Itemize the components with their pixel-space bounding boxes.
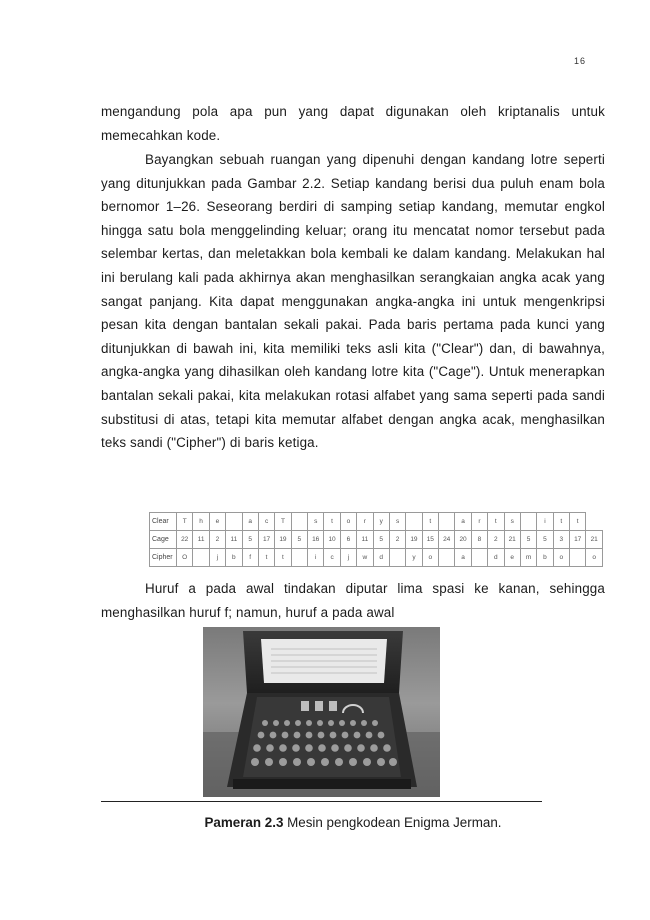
key-table-cell: O: [177, 549, 193, 567]
figure-label: Pameran 2.3: [204, 815, 284, 830]
key-table-cell: 5: [373, 531, 389, 549]
key-table-cell: i: [537, 513, 553, 531]
key-table-cell: [570, 549, 586, 567]
key-table-cell: s: [504, 513, 520, 531]
key-table-cell: j: [209, 549, 225, 567]
key-table-cell: t: [275, 549, 291, 567]
key-table-cell: s: [308, 513, 324, 531]
key-table-cell: T: [177, 513, 193, 531]
key-table-cell: r: [357, 513, 373, 531]
key-table-cell: y: [406, 549, 422, 567]
key-table-cell: w: [357, 549, 373, 567]
figure-divider: [101, 801, 542, 802]
key-table-cell: r: [471, 513, 487, 531]
key-table-cell: 2: [209, 531, 225, 549]
paragraph-text: Bayangkan sebuah ruangan yang dipenuhi dengan kandang lotre seperti yang ditunjukkan pada Gambar 2.2. Setiap kandang berisi dua puluh enam bola bernomor 1–26. Seseorang berdiri di samping setiap kandang, memutar engkol hingga satu bola menggelinding keluar; orang itu mencatat nomor tersebut pada selembar kertas, dan meletakkan bola kembali ke dalam kandang. Melakukan hal ini berulang kali pada akhirnya akan menghasilkan serangkaian angka acak yang sangat panjang. Kita dapat menggunakan angka-angka ini untuk mengenkripsi pesan kita dengan bantalan sekali pakai. Pada baris pertama pada kunci yang ditunjukkan di bawah ini, kita memiliki teks asli kita ("Clear") dan, di bawahnya, angka-angka yang dihasilkan oleh kandang lotre kita ("Cage"). Untuk menerapkan bantalan sekali pakai, kita melakukan rotasi alfabet yang sama seperti pada sandi substitusi di atas, tetapi kita memutar alfabet dengan angka acak, menghasilkan teks sandi ("Cipher") di baris ketiga.: [101, 152, 605, 451]
key-table-cell: 2: [488, 531, 504, 549]
key-table-cell: [439, 513, 455, 531]
key-table-cell: 8: [471, 531, 487, 549]
key-table-cell: 17: [258, 531, 274, 549]
key-table-cell: i: [308, 549, 324, 567]
key-table-cell: [389, 549, 405, 567]
key-table-cell: 16: [308, 531, 324, 549]
key-table-row-label: Clear: [150, 513, 177, 531]
key-table-cell: 24: [439, 531, 455, 549]
key-table-cell: d: [488, 549, 504, 567]
key-table-row: [150, 513, 603, 531]
page-number: 16: [574, 56, 587, 66]
key-table-cell: e: [504, 549, 520, 567]
figure-caption-text: Mesin pengkodean Enigma Jerman.: [283, 815, 502, 830]
key-table-cell: 3: [553, 531, 569, 549]
key-table-cell: 19: [275, 531, 291, 549]
key-table-cell: [439, 549, 455, 567]
key-table-cell: 2: [389, 531, 405, 549]
key-table-cell: o: [422, 549, 438, 567]
key-table-row-label: Cipher: [150, 549, 177, 567]
key-table-cell: a: [455, 549, 471, 567]
paragraph-text: Huruf a pada awal tindakan diputar lima spasi ke kanan, sehingga menghasilkan huruf f; namun, huruf a pada awal: [101, 581, 605, 620]
key-table-cell: 5: [537, 531, 553, 549]
key-table-cell: t: [258, 549, 274, 567]
key-table-cell: [226, 513, 242, 531]
key-table-cell: [520, 513, 536, 531]
key-table-cell: s: [389, 513, 405, 531]
key-table-cell: 5: [520, 531, 536, 549]
key-table-cell: c: [258, 513, 274, 531]
key-table-cell: 10: [324, 531, 340, 549]
key-table-cell: a: [455, 513, 471, 531]
enigma-machine-photo: [203, 627, 440, 797]
key-table-cell: T: [275, 513, 291, 531]
key-table-cell: [291, 549, 307, 567]
key-table-cell: t: [488, 513, 504, 531]
key-table-cell: f: [242, 549, 258, 567]
key-table-cell: o: [340, 513, 356, 531]
key-table-cell: a: [242, 513, 258, 531]
key-table-cell: 15: [422, 531, 438, 549]
key-table-cell: 5: [291, 531, 307, 549]
key-table-cell: t: [422, 513, 438, 531]
key-table-row: [150, 531, 603, 549]
key-table-cell: 5: [242, 531, 258, 549]
key-table-cell: o: [553, 549, 569, 567]
key-table-cell: [291, 513, 307, 531]
key-table-cell: 19: [406, 531, 422, 549]
key-table-cell: c: [324, 549, 340, 567]
key-table-cell: d: [373, 549, 389, 567]
figure-caption: [101, 815, 605, 830]
one-time-pad-key-table: [149, 512, 603, 567]
key-table-cell: b: [226, 549, 242, 567]
paragraph-2: [101, 148, 605, 455]
key-table-cell: y: [373, 513, 389, 531]
paragraph-text: mengandung pola apa pun yang dapat digunakan oleh kriptanalis untuk memecahkan kode.: [101, 104, 605, 143]
key-table-cell: 17: [570, 531, 586, 549]
paragraph-1: [101, 100, 605, 147]
key-table-cell: 21: [504, 531, 520, 549]
key-table-cell: 11: [226, 531, 242, 549]
key-table-cell: 11: [193, 531, 209, 549]
key-table-cell: j: [340, 549, 356, 567]
key-table-cell: 20: [455, 531, 471, 549]
key-table-cell: h: [193, 513, 209, 531]
key-table-cell: o: [586, 549, 603, 567]
key-table-cell: b: [537, 549, 553, 567]
key-table-cell: [193, 549, 209, 567]
key-table-cell: t: [570, 513, 586, 531]
key-table-cell: m: [520, 549, 536, 567]
key-table-cell: [471, 549, 487, 567]
key-table-cell: 22: [177, 531, 193, 549]
paragraph-3: [101, 577, 605, 624]
key-table-row-label: Cage: [150, 531, 177, 549]
key-table-cell: t: [553, 513, 569, 531]
key-table-cell: t: [324, 513, 340, 531]
key-table-cell: e: [209, 513, 225, 531]
key-table-cell: 11: [357, 531, 373, 549]
key-table-cell: [406, 513, 422, 531]
key-table-cell: 21: [586, 531, 603, 549]
key-table-cell: 6: [340, 531, 356, 549]
key-table-row: [150, 549, 603, 567]
